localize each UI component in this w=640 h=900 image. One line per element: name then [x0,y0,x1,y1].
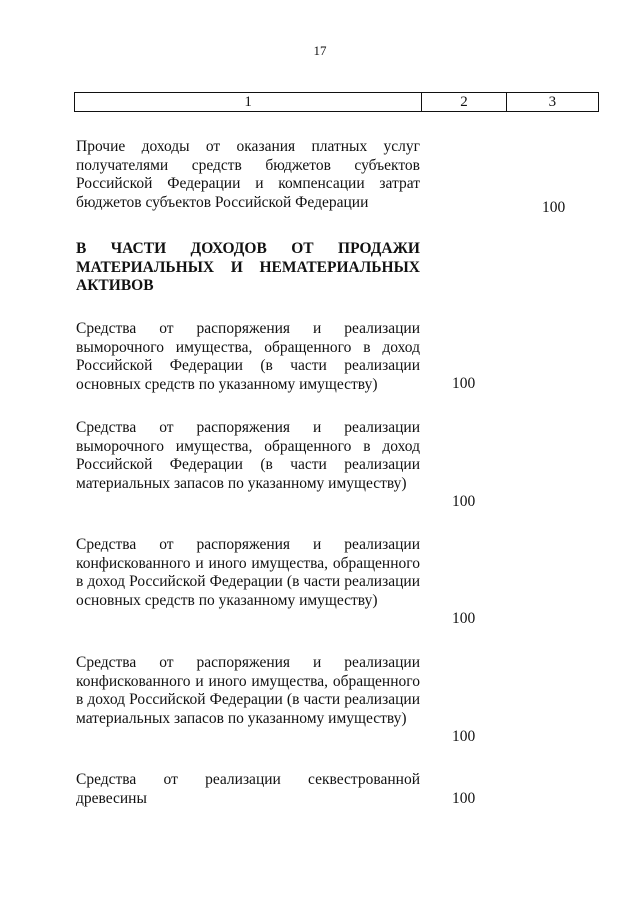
row-value-col2: 100 [452,790,476,807]
row-value-col2: 100 [452,610,476,627]
row-value-col2: 100 [452,375,476,392]
column-header-1: 1 [75,93,422,112]
row-description: Средства от распоряжения и реализации конфискованного и иного имущества, обращенного в доход Российской Федерации (в части реализации материальных запасов по указанному имуществу) [76,654,420,727]
row-value-col2: 100 [452,728,476,745]
row-description: Средства от распоряжения и реализации конфискованного и иного имущества, обращенного в доход Российской Федерации (в части реализации основных средств по указанному имуществу) [76,536,420,609]
row-description: Средства от распоряжения и реализации выморочного имущества, обращенного в доход Российской Федерации (в части реализации основных средств по указанному имуществу) [76,320,420,393]
row-value-col2: 100 [452,493,476,510]
page-number: 17 [313,43,327,58]
row-value-col3: 100 [542,199,566,216]
column-header-table [74,92,599,112]
section-heading: В ЧАСТИ ДОХОДОВ ОТ ПРОДАЖИ МАТЕРИАЛЬНЫХ И НЕМАТЕРИАЛЬНЫХ АКТИВОВ [76,240,420,294]
row-description: Прочие доходы от оказания платных услуг получателями средств бюджетов субъектов Российской Федерации и компенсации затрат бюджетов субъектов Российской Федерации [76,138,420,211]
column-header-row [75,93,599,112]
column-header-2: 2 [422,93,506,112]
row-description: Средства от реализации секвестрованной древесины [76,771,420,807]
row-description: Средства от распоряжения и реализации выморочного имущества, обращенного в доход Российской Федерации (в части реализации материальных запасов по указанному имуществу) [76,419,420,492]
column-header-3: 3 [506,93,598,112]
